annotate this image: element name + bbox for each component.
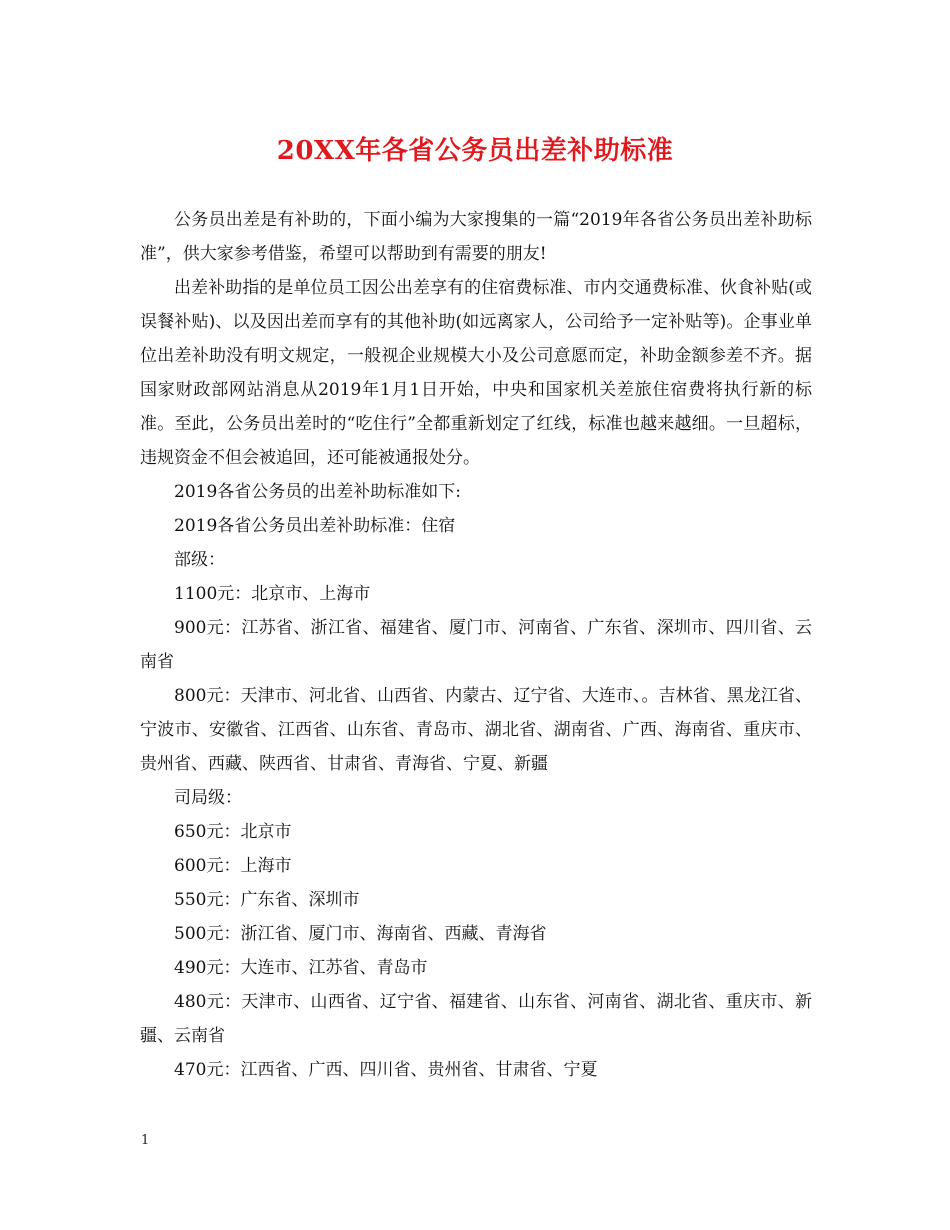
- rate-line-1100: 1100元：北京市、上海市: [174, 584, 371, 604]
- page-number: 1: [141, 1133, 150, 1148]
- rate-line-600: 600元：上海市: [174, 856, 292, 876]
- rate-line-650: 650元：北京市: [174, 822, 292, 842]
- rate-line-900: 900元：江苏省、浙江省、福建省、厦门市、河南省、广东省、深圳市、四川省、云南省: [140, 618, 812, 672]
- rate-line-490: 490元：大连市、江苏省、青岛市: [174, 958, 428, 978]
- bureau-level-heading: 司局级：: [174, 788, 242, 808]
- standards-intro-line: 2019各省公务员的出差补助标准如下:: [174, 482, 461, 502]
- lodging-heading: 2019各省公务员出差补助标准：住宿: [174, 516, 456, 536]
- definition-paragraph: 出差补助指的是单位员工因公出差享有的住宿费标准、市内交通费标准、伙食补贴(或误餐补贴)、以及因出差而享有的其他补助(如远离家人，公司给予一定补贴等)。企事业单位出差补助没有明文规定，一般视企业规模大小及公司意愿而定，补助金额参差不齐。据国家财政部网站消息从2019年1月1日开始，中央和国家机关差旅住宿费将执行新的标准。至此，公务员出差时的“吃住行”全都重新划定了红线，标准也越来越细。一旦超标，违规资金不但会被追回，还可能被通报处分。: [140, 278, 812, 468]
- document-body: [140, 203, 812, 1087]
- document-title: 20XX年各省公务员出差补助标准: [276, 136, 674, 166]
- rate-line-500: 500元：浙江省、厦门市、海南省、西藏、青海省: [174, 924, 547, 944]
- rate-line-800: 800元：天津市、河北省、山西省、内蒙古、辽宁省、大连市、。吉林省、黑龙江省、宁波市、安徽省、江西省、山东省、青岛市、湖北省、湖南省、广西、海南省、重庆市、贵州省、西藏、陕西省、甘肃省、青海省、宁夏、新疆: [140, 686, 812, 774]
- rate-line-480: 480元：天津市、山西省、辽宁省、福建省、山东省、河南省、湖北省、重庆市、新疆、云南省: [140, 992, 812, 1046]
- ministerial-level-heading: 部级：: [174, 550, 225, 570]
- intro-paragraph: 公务员出差是有补助的，下面小编为大家搜集的一篇“2019年各省公务员出差补助标准”，供大家参考借鉴，希望可以帮助到有需要的朋友!: [140, 210, 812, 264]
- rate-line-470: 470元：江西省、广西、四川省、贵州省、甘肃省、宁夏: [174, 1060, 598, 1080]
- rate-line-550: 550元：广东省、深圳市: [174, 890, 360, 910]
